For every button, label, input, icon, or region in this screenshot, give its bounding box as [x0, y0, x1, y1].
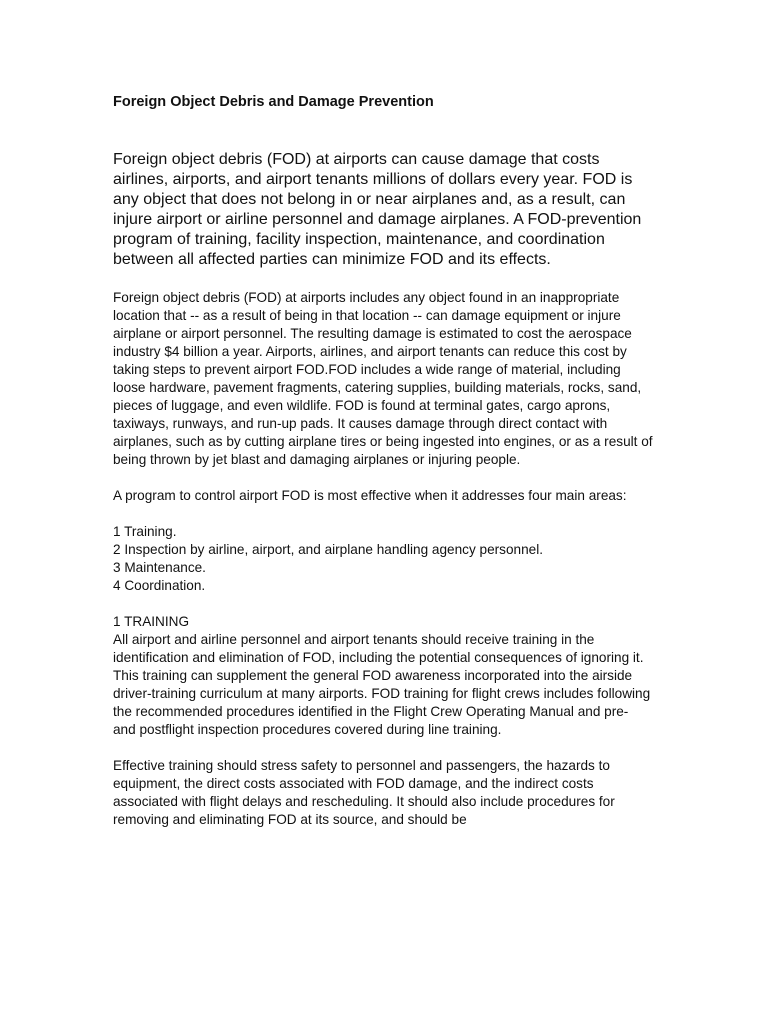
- list-item: 4 Coordination.: [113, 578, 206, 593]
- body-paragraph-effective-training: Effective training should stress safety to personnel and passengers, the hazards to equipment, the direct costs associated with FOD damage, and the indirect costs associated with flight delays and rescheduling. It should also include procedures for removing and eliminating FOD at its source, and should be: [113, 758, 615, 827]
- document-title: Foreign Object Debris and Damage Prevention: [113, 94, 434, 110]
- list-item: 1 Training.: [113, 524, 177, 539]
- program-areas-list: [113, 523, 653, 595]
- list-item: 2 Inspection by airline, airport, and airplane handling agency personnel.: [113, 542, 543, 557]
- body-paragraph-program-areas: A program to control airport FOD is most effective when it addresses four main areas:: [113, 488, 627, 503]
- lead-paragraph: Foreign object debris (FOD) at airports can cause damage that costs airlines, airports, and airport tenants millions of dollars every year. FOD is any object that does not belong in or near airplanes and, as a result, can injure airport or airline personnel and damage airplanes. A FOD-prevention program of training, facility inspection, maintenance, and coordination between all affected parties can minimize FOD and its effects.: [113, 151, 642, 268]
- body-paragraph-fod-definition: Foreign object debris (FOD) at airports includes any object found in an inappropriate location that -- as a result of being in that location -- can damage equipment or injure airplane or airport personnel. The resulting damage is estimated to cost the aerospace industry $4 billion a year. Airports, airlines, and airport tenants can reduce this cost by taking steps to prevent airport FOD.FOD includes a wide range of material, including loose hardware, pavement fragments, catering supplies, building materials, rocks, sand, pieces of luggage, and even wildlife. FOD is found at terminal gates, cargo aprons, taxiways, runways, and run-up pads. It causes damage through direct contact with airplanes, such as by cutting airplane tires or being ingested into engines, or as a result of being thrown by jet blast and damaging airplanes or injuring people.: [113, 290, 653, 467]
- document-page: [113, 90, 653, 847]
- body-paragraph-training: All airport and airline personnel and airport tenants should receive training in the identification and elimination of FOD, including the potential consequences of ignoring it. This training can supplement the general FOD awareness incorporated into the airside driver-training curriculum at many airports. FOD training for flight crews includes following the recommended procedures identified in the Flight Crew Operating Manual and pre- and postflight inspection procedures covered during line training.: [113, 632, 651, 737]
- section-heading-training: 1 TRAINING: [113, 614, 190, 629]
- list-item: 3 Maintenance.: [113, 560, 206, 575]
